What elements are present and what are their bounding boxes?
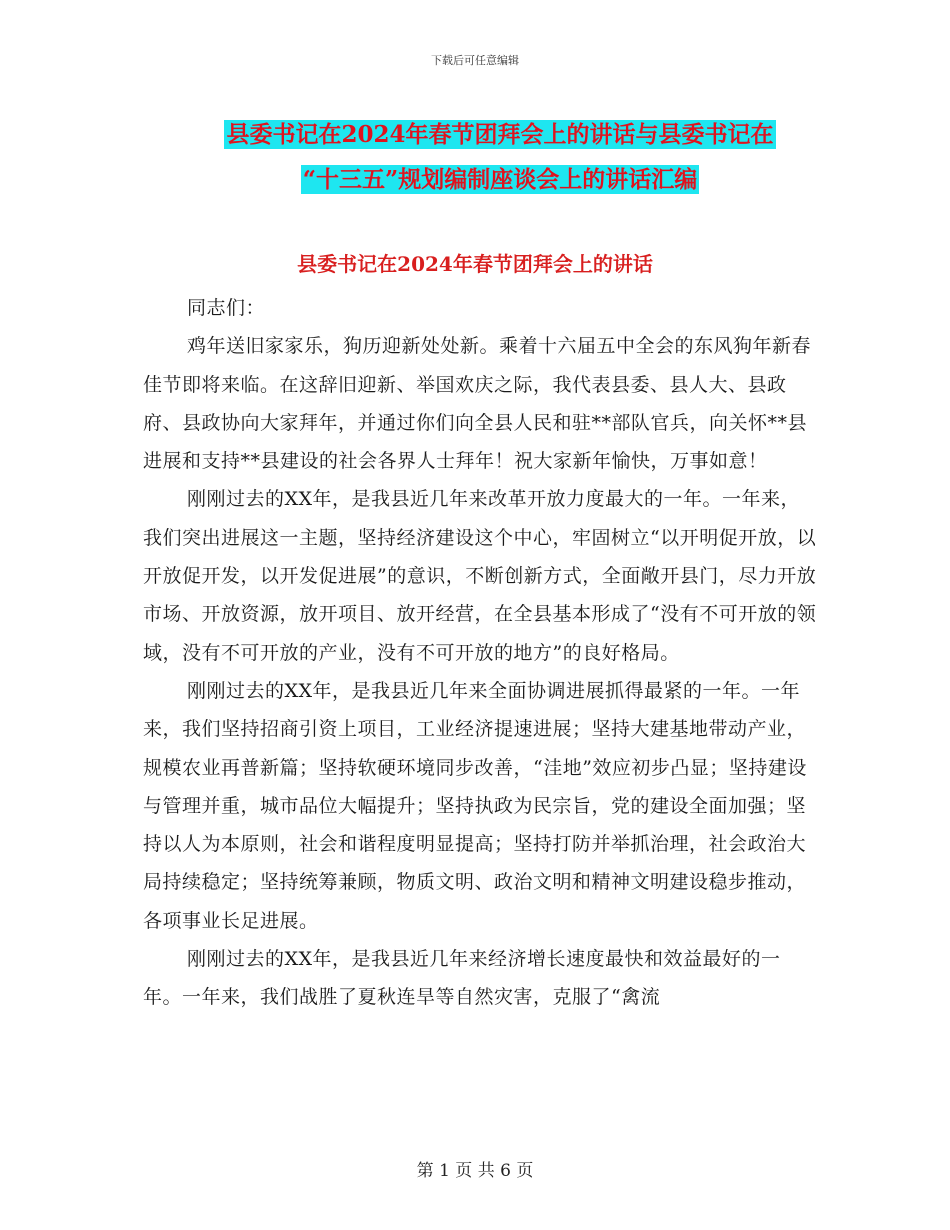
header-note: 下载后可任意编辑 (431, 54, 519, 67)
paragraph: 鸡年送旧家家乐，狗历迎新处处新。乘着十六届五中全会的东风狗年新春佳节即将来临。在这辞旧迎新、举国欢庆之际，我代表县委、县人大、县政府、县政协向大家拜年，并通过你们向全县人民和驻**部队官兵，向关怀**县进展和支持**县建设的社会各界人士拜年！祝大家新年愉快，万事如意！ (143, 335, 812, 473)
page-footer: 第 1 页 共 6 页 (416, 1161, 534, 1181)
salutation: 同志们： (187, 297, 266, 319)
paragraph: 刚刚过去的XX年，是我县近几年来全面协调进展抓得最紧的一年。一年来，我们坚持招商引资上项目，工业经济提速进展；坚持大建基地带动产业，规模农业再普新篇；坚持软硬环境同步改善，“洼地”效应初步凸显；坚持建设与管理并重，城市品位大幅提升；坚持执政为民宗旨，党的建设全面加强；坚持以人为本原则，社会和谐程度明显提高；坚持打防并举抓治理，社会政治大局持续稳定；坚持统筹兼顾，物质文明、政治文明和精神文明建设稳步推动，各项事业长足进展。 (143, 679, 807, 932)
document-title (140, 112, 860, 202)
section-title: 县委书记在2024年春节团拜会上的讲话 (297, 252, 653, 276)
title-line-1: 县委书记在2024年春节团拜会上的讲话与县委书记在 (226, 121, 774, 148)
title-line-2: “十三五”规划编制座谈会上的讲话汇编 (302, 166, 698, 193)
paragraph: 刚刚过去的XX年，是我县近几年来经济增长速度最快和效益最好的一年。一年来，我们战胜了夏秋连旱等自然灾害，克服了“禽流 (143, 948, 781, 1009)
body-text (143, 289, 818, 1017)
paragraph: 刚刚过去的XX年，是我县近几年来改革开放力度最大的一年。一年来，我们突出进展这一主题，坚持经济建设这个中心，牢固树立“以开明促开放，以开放促开发，以开发促进展”的意识，不断创新方式，全面敞开县门，尽力开放市场、开放资源，放开项目、放开经营，在全县基本形成了“没有不可开放的领域，没有不可开放的产业，没有不可开放的地方”的良好格局。 (143, 488, 817, 664)
